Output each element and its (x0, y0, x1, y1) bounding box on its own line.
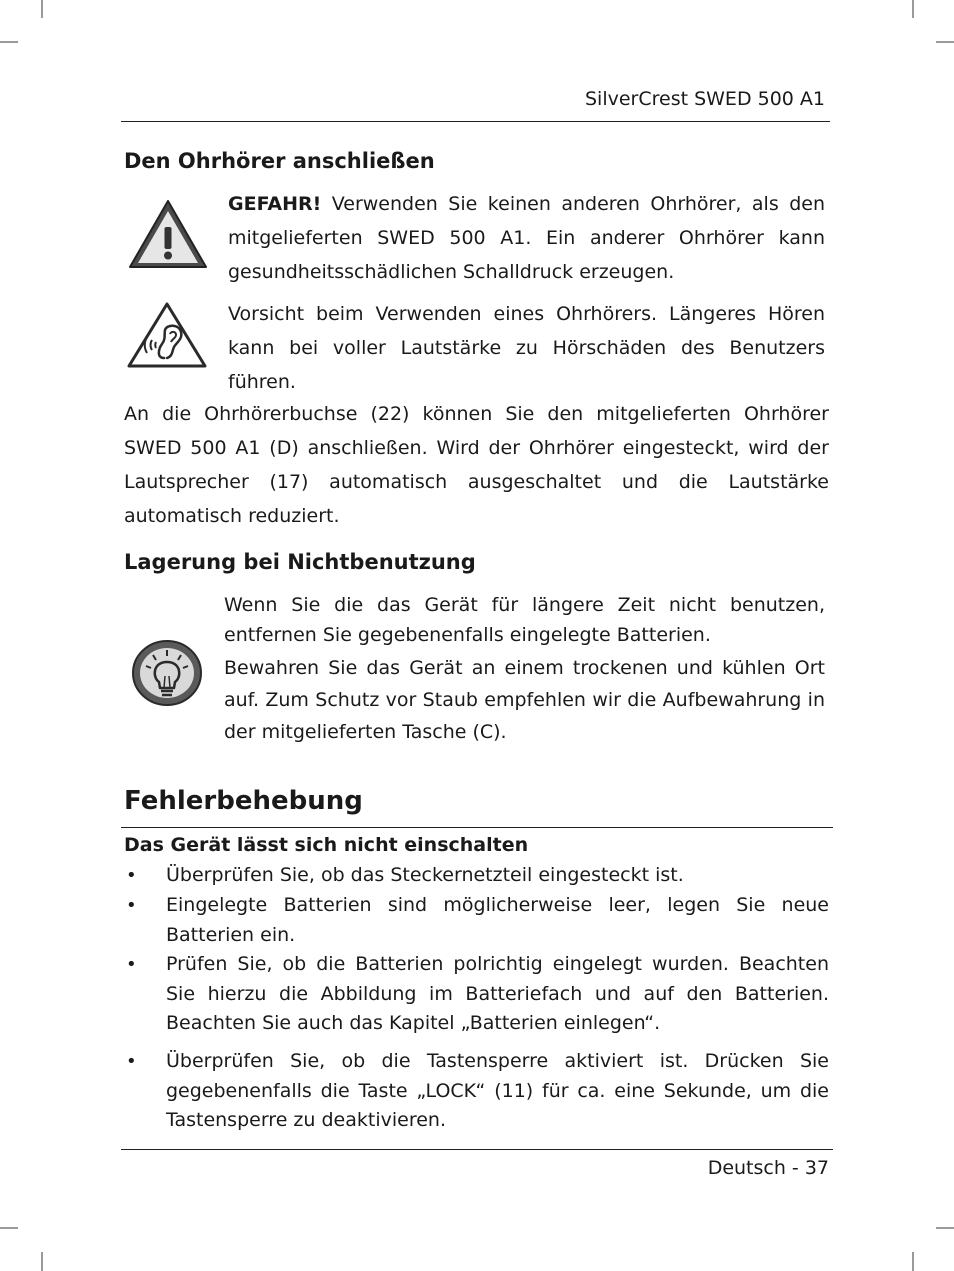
footer-rule (121, 1149, 833, 1150)
bullet-marker: • (126, 1051, 137, 1072)
crop-mark (936, 41, 954, 43)
heading-storage: Lagerung bei Nichtbenutzung (124, 550, 476, 574)
crop-mark (41, 0, 43, 18)
header-rule (121, 121, 830, 122)
crop-mark (41, 1252, 43, 1271)
crop-mark (0, 1227, 18, 1229)
crop-mark (0, 41, 18, 43)
troubleshooting-rule (121, 827, 833, 828)
list-item: Prüfen Sie, ob die Batterien polrichtig eingelegt wurden. Beachten Sie hierzu die Abbildung im Batteriefach und auf den Batterien. Beachten Sie auch das Kapitel „Batterien einlegen“. (166, 953, 829, 1034)
bullet-marker: • (126, 954, 137, 975)
hearing-warning-icon (126, 300, 208, 370)
earphone-body: An die Ohrhörerbuchse (22) können Sie den mitgelieferten Ohrhörer SWED 500 A1 (D) anschließen. Wird der Ohrhörer eingesteckt, wird der Lautsprecher (17) automatisch ausgeschaltet und die Lautstärke automatisch reduziert. (124, 403, 829, 527)
bullet-marker: • (126, 865, 137, 886)
list-item: Überprüfen Sie, ob das Steckernetzteil eingesteckt ist. (166, 864, 684, 886)
crop-mark (912, 0, 914, 18)
heading-troubleshooting: Fehlerbehebung (124, 786, 363, 816)
crop-mark (912, 1252, 914, 1271)
warning-triangle-icon (127, 197, 209, 271)
bullet-marker: • (126, 895, 137, 916)
lightbulb-tip-icon (130, 638, 204, 708)
page-number: Deutsch - 37 (707, 1157, 829, 1179)
list-item: Eingelegte Batterien sind möglicherweise leer, legen Sie neue Batterien ein. (166, 894, 829, 946)
warning-text: Verwenden Sie keinen anderen Ohrhörer, als den mitgelieferten SWED 500 A1. Ein anderer Ohrhörer kann gesundheitsschädlichen Schalldruck erzeugen. (228, 193, 825, 283)
heading-earphone: Den Ohrhörer anschließen (124, 149, 435, 173)
warning-paragraph (228, 187, 825, 289)
warning-label: GEFAHR! (228, 193, 322, 215)
hearing-warning-text: Vorsicht beim Verwenden eines Ohrhörers. Längeres Hören kann bei voller Lautstärke zu Hörschäden des Benutzers führen. (228, 303, 825, 393)
list-item: Überprüfen Sie, ob die Tastensperre aktiviert ist. Drücken Sie gegebenenfalls die Taste „LOCK“ (11) für ca. eine Sekunde, um die Tastensperre zu deaktivieren. (166, 1050, 829, 1131)
storage-tip-1: Wenn Sie die das Gerät für längere Zeit nicht benutzen, entfernen Sie gegebenenfalls eingelegte Batterien. (224, 594, 825, 646)
storage-tip-2: Bewahren Sie das Gerät an einem trockenen und kühlen Ort auf. Zum Schutz vor Staub empfehlen wir die Aufbewahrung in der mitgelieferten Tasche (C). (224, 657, 825, 743)
crop-mark (936, 1227, 954, 1229)
troubleshooting-subheading: Das Gerät lässt sich nicht einschalten (124, 834, 529, 856)
header-product: SilverCrest SWED 500 A1 (584, 88, 825, 110)
